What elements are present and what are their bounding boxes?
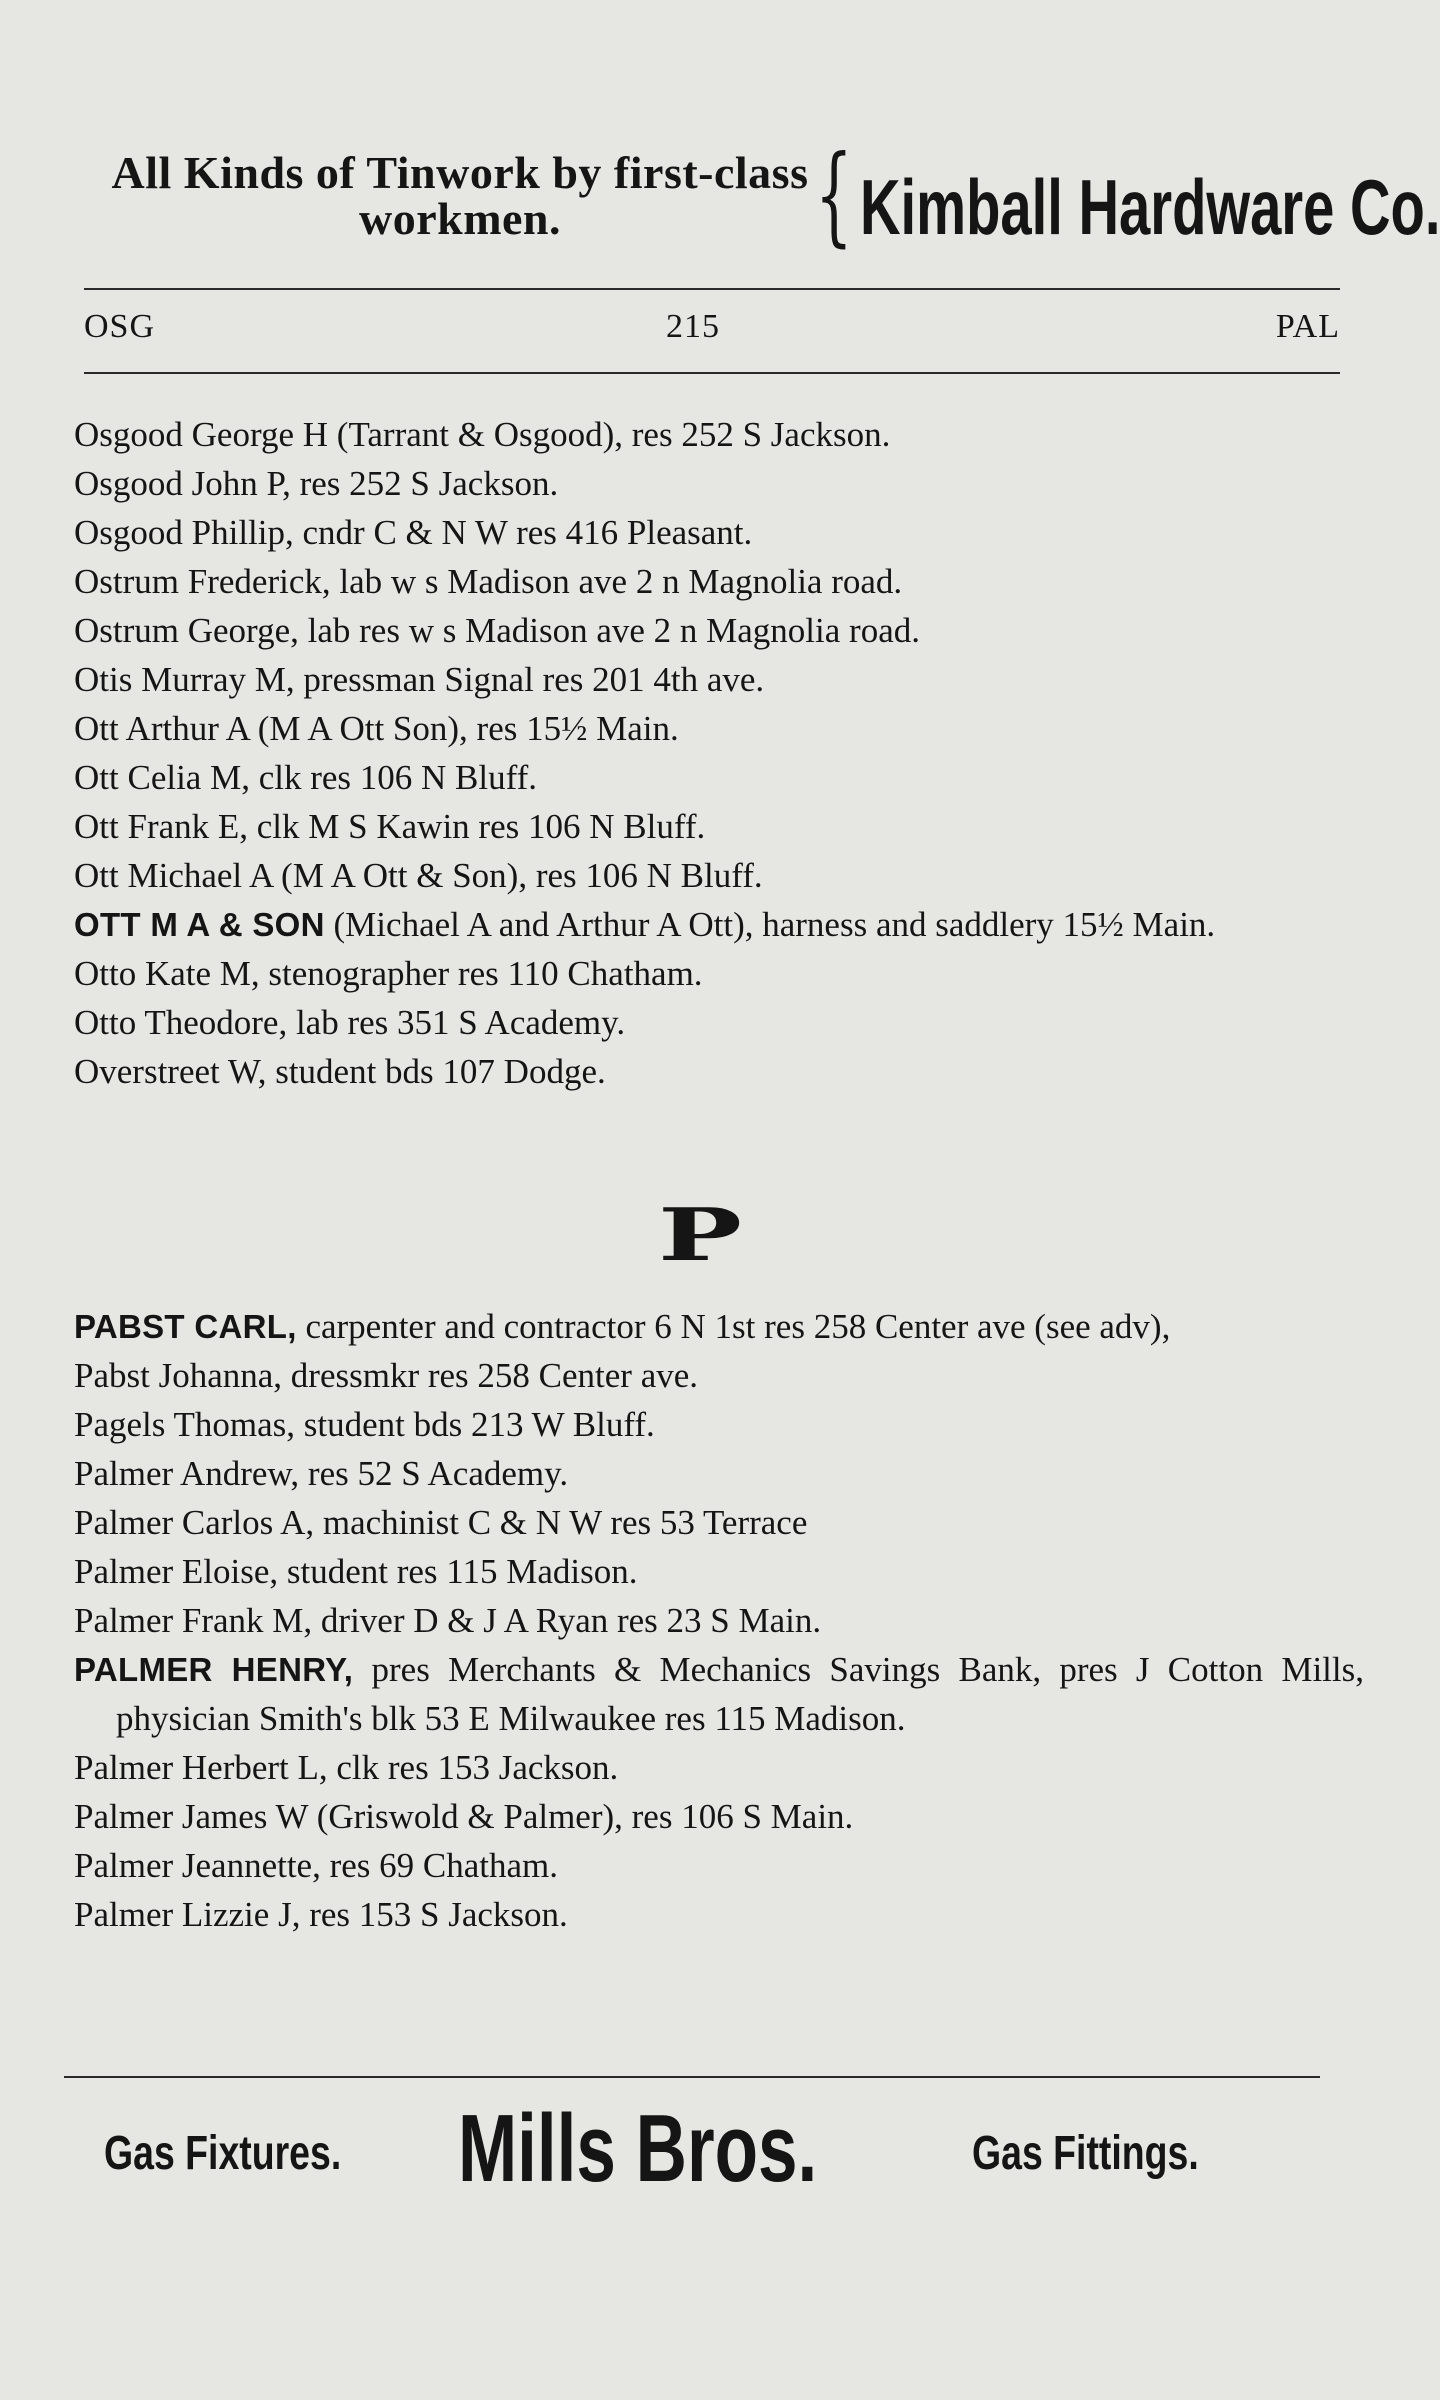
directory-entry [74, 1449, 1364, 1498]
entry-text: Palmer Andrew, res 52 S Academy. [74, 1454, 569, 1493]
directory-entry [74, 1400, 1364, 1449]
entry-text: Palmer Frank M, driver D & J A Ryan res 23 S Main. [74, 1601, 822, 1640]
directory-entry [74, 557, 1364, 606]
entry-text: Palmer Eloise, student res 115 Madison. [74, 1552, 638, 1591]
directory-entry [74, 1596, 1364, 1645]
entry-text: Palmer James W (Griswold & Palmer), res 106 S Main. [74, 1797, 854, 1836]
entry-text: Overstreet W, student bds 107 Dodge. [74, 1052, 606, 1091]
running-head-right: PAL [1275, 308, 1340, 345]
entry-text: Palmer Carlos A, machinist C & N W res 53 Terrace [74, 1503, 808, 1542]
ad-brace: { [815, 133, 853, 258]
directory-entry [74, 949, 1364, 998]
entry-text: Palmer Herbert L, clk res 153 Jackson. [74, 1748, 619, 1787]
entry-bold-name: PALMER HENRY, [74, 1651, 354, 1688]
entry-text: Ott Michael A (M A Ott & Son), res 106 N Bluff. [74, 856, 763, 895]
directory-entry [74, 1047, 1364, 1096]
entry-text: (Michael A and Arthur A Ott), harness and saddlery 15½ Main. [324, 905, 1216, 944]
entry-text: Otis Murray M, pressman Signal res 201 4th ave. [74, 660, 765, 699]
entry-text: Ott Frank E, clk M S Kawin res 106 N Bluff. [74, 807, 706, 846]
directory-entry [74, 1645, 1364, 1743]
entry-text: Pagels Thomas, student bds 213 W Bluff. [74, 1405, 655, 1444]
tinwork-ad-text: All Kinds of Tinwork by first-class workmen. [111, 147, 809, 244]
directory-entry [74, 753, 1364, 802]
directory-entry [74, 851, 1364, 900]
directory-entry [74, 704, 1364, 753]
directory-entry [74, 606, 1364, 655]
directory-entry [74, 1841, 1364, 1890]
directory-entry [74, 1498, 1364, 1547]
directory-entry [74, 1792, 1364, 1841]
entry-text: Osgood George H (Tarrant & Osgood), res 252 S Jackson. [74, 415, 891, 454]
bottom-advertisement [60, 2090, 1380, 2210]
kimball-hardware-ad: Kimball Hardware Co. [860, 163, 1440, 251]
gas-fittings-ad: Gas Fittings. [972, 2127, 1199, 2180]
entry-text: Ott Celia M, clk res 106 N Bluff. [74, 758, 538, 797]
entry-text: Ostrum George, lab res w s Madison ave 2 n Magnolia road. [74, 611, 920, 650]
directory-entry [74, 508, 1364, 557]
gas-fixtures-ad: Gas Fixtures. [104, 2127, 342, 2180]
directory-entry [74, 1743, 1364, 1792]
entry-text: Ostrum Frederick, lab w s Madison ave 2 n Magnolia road. [74, 562, 903, 601]
directory-entry [74, 1351, 1364, 1400]
entry-text: Pabst Johanna, dressmkr res 258 Center ave. [74, 1356, 699, 1395]
entry-text: Ott Arthur A (M A Ott Son), res 15½ Main. [74, 709, 679, 748]
entry-text: Palmer Lizzie J, res 153 S Jackson. [74, 1895, 568, 1934]
running-head [84, 308, 1340, 352]
entry-text: Otto Kate M, stenographer res 110 Chatham. [74, 954, 703, 993]
directory-entry [74, 1302, 1364, 1351]
top-rule [84, 288, 1340, 290]
section-letter-p: P [658, 1192, 742, 1277]
directory-entry [74, 900, 1364, 949]
directory-entry [74, 1890, 1364, 1939]
directory-entry [74, 998, 1364, 1047]
directory-entry [74, 1547, 1364, 1596]
entry-text: Osgood Phillip, cndr C & N W res 416 Pleasant. [74, 513, 753, 552]
entry-text: pres Merchants & Mechanics Savings Bank, pres J Cotton Mills, physician Smith's blk 53 E Milwaukee res 115 Madison. [116, 1650, 1364, 1738]
entry-text: Otto Theodore, lab res 351 S Academy. [74, 1003, 626, 1042]
bottom-rule [64, 2076, 1320, 2078]
running-head-left: OSG [84, 308, 156, 345]
entry-bold-name: OTT M A & SON [74, 906, 325, 943]
p-entries [74, 1302, 1364, 1939]
directory-entry [74, 802, 1364, 851]
mills-bros-ad: Mills Bros. [458, 2095, 818, 2202]
entry-bold-name: PABST CARL, [74, 1308, 297, 1345]
entry-text: carpenter and contractor 6 N 1st res 258 Center ave (see adv), [296, 1307, 1171, 1346]
top-advertisement [80, 133, 1440, 270]
directory-entry [74, 459, 1364, 508]
directory-entry [74, 655, 1364, 704]
directory-entry [74, 410, 1364, 459]
o-entries [74, 410, 1364, 1096]
entry-text: Palmer Jeannette, res 69 Chatham. [74, 1846, 559, 1885]
page-number: 215 [666, 308, 720, 345]
head-rule [84, 372, 1340, 374]
entry-text: Osgood John P, res 252 S Jackson. [74, 464, 559, 503]
